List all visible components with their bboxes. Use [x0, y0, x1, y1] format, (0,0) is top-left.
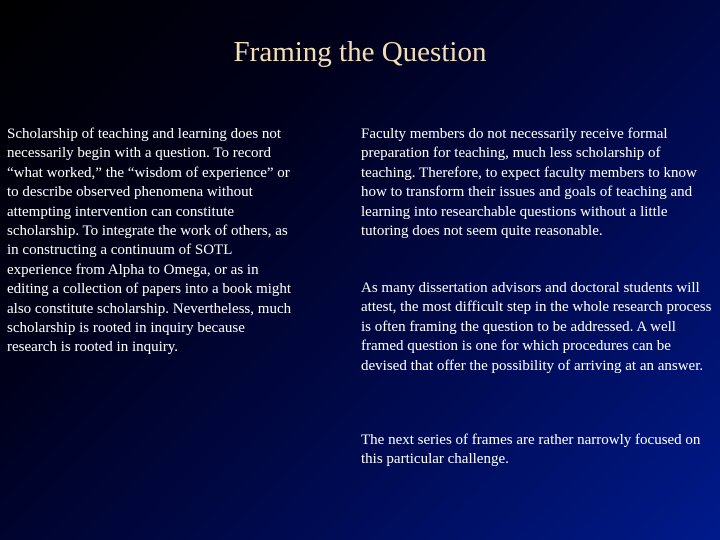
slide-title: Framing the Question	[233, 36, 487, 68]
right-paragraph-3: The next series of frames are rather narrowly focused on this particular challenge.	[361, 432, 701, 468]
right-paragraph-2: As many dissertation advisors and doctoral students will attest, the most difficult step in the whole research process is often framing the question to be addressed. A well framed question is one for which procedures can be devised that offer the possibility of arriving at an answer.	[361, 280, 712, 374]
left-column	[7, 125, 292, 358]
right-column	[361, 125, 716, 468]
right-paragraph-1: Faculty members do not necessarily receive formal preparation for teaching, much less scholarship of teaching. Therefore, to expect faculty members to know how to transform their issues and goals of teaching and learning into researchable questions without a little tutoring does not seem quite reasonable.	[361, 126, 697, 240]
left-paragraph: Scholarship of teaching and learning does not necessarily begin with a question. To record “what worked,” the “wisdom of experience” or to describe observed phenomena without attempting intervention can constitute scholarship. To integrate the work of others, as in constructing a continuum of SOTL experience from Alpha to Omega, or as in editing a collection of papers into a book might also constitute scholarship. Nevertheless, much scholarship is rooted in inquiry because research is rooted in inquiry.	[7, 126, 292, 356]
